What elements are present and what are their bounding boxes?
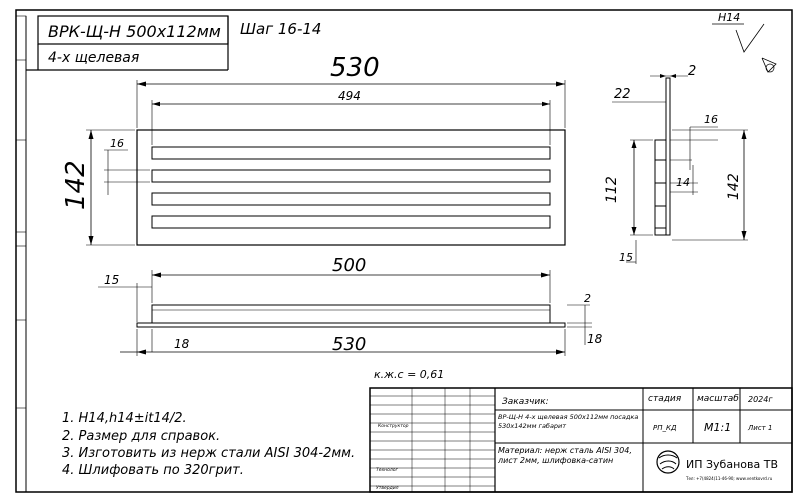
description-text: ВР-Щ-Н 4-х щелевая 500х112мм посадка 530х142мм габарит xyxy=(498,413,639,430)
section-dim-15: 15 xyxy=(619,251,633,264)
section-dim-14: 14 xyxy=(676,176,690,189)
dim-pitch-16: 16 xyxy=(110,137,124,150)
left-margin-strip-top xyxy=(16,16,26,246)
top-dim-15: 15 xyxy=(104,273,120,287)
material-box xyxy=(498,446,641,476)
top-dim-500: 500 xyxy=(332,255,367,276)
scale-label: масштаб xyxy=(697,394,739,404)
top-view xyxy=(98,255,603,356)
top-dim-530: 530 xyxy=(332,334,367,355)
title-stamp xyxy=(370,388,792,492)
body-section xyxy=(655,140,666,235)
scale-value: М1:1 xyxy=(704,421,732,434)
front-view xyxy=(61,53,565,245)
note-2: 2. Размер для справок. xyxy=(62,429,221,444)
top-dim-18-right: 18 xyxy=(587,332,603,346)
role-technologist: Технолог xyxy=(376,468,398,473)
roughness-symbol xyxy=(736,24,764,52)
company-contacts: Тел: +7(4824)11-46-90; www.ventkovrd.ru xyxy=(686,476,773,481)
top-dim-18: 18 xyxy=(174,337,190,351)
dim-slot-494: 494 xyxy=(338,89,361,103)
step-label: Шаг 16-14 xyxy=(240,20,322,38)
slot-3 xyxy=(152,193,550,205)
face-plate xyxy=(666,78,670,235)
note-1: 1. H14,h14±it14/2. xyxy=(62,411,187,426)
customer-label: Заказчик: xyxy=(502,397,549,407)
section-dim-22: 22 xyxy=(614,87,631,102)
company-name: ИП Зубанова ТВ xyxy=(686,458,778,471)
section-dim-2: 2 xyxy=(688,64,697,79)
top-face-plate xyxy=(137,323,565,327)
drawing-title: ВРК-Щ-Н 500х112мм xyxy=(48,22,221,41)
top-body xyxy=(152,305,550,323)
section-dim-142: 142 xyxy=(726,173,742,200)
note-3: 3. Изготовить из нерж стали AISI 304-2мм. xyxy=(62,446,356,461)
dim-height-142: 142 xyxy=(61,160,91,210)
kzhs-label: к.ж.с = 0,61 xyxy=(374,368,445,381)
role-approved: Утвердил xyxy=(376,486,399,491)
stage-label: стадия xyxy=(648,394,682,404)
roughness-label: H14 xyxy=(718,11,741,24)
section-view xyxy=(604,11,776,264)
description-box xyxy=(498,413,641,441)
slot-4 xyxy=(152,216,550,228)
note-4: 4. Шлифовать по 320грит. xyxy=(62,463,244,478)
stage-value: РП_КД xyxy=(653,424,677,432)
top-dim-2: 2 xyxy=(584,292,591,305)
section-dim-16: 16 xyxy=(704,113,718,126)
dim-width-530: 530 xyxy=(330,53,380,83)
section-dim-112: 112 xyxy=(604,176,620,203)
year-label: 2024г xyxy=(748,395,773,404)
slot-2 xyxy=(152,170,550,182)
slot-1 xyxy=(152,147,550,159)
subtitle-label: 4-х щелевая xyxy=(48,50,140,66)
role-designer: Конструктор xyxy=(378,424,409,429)
material-text: Материал: нерж сталь AISI 304, лист 2мм, шлифовка-сатин xyxy=(498,446,632,465)
sheet-number: Лист 1 xyxy=(748,424,773,432)
company-logo-icon xyxy=(657,451,679,473)
